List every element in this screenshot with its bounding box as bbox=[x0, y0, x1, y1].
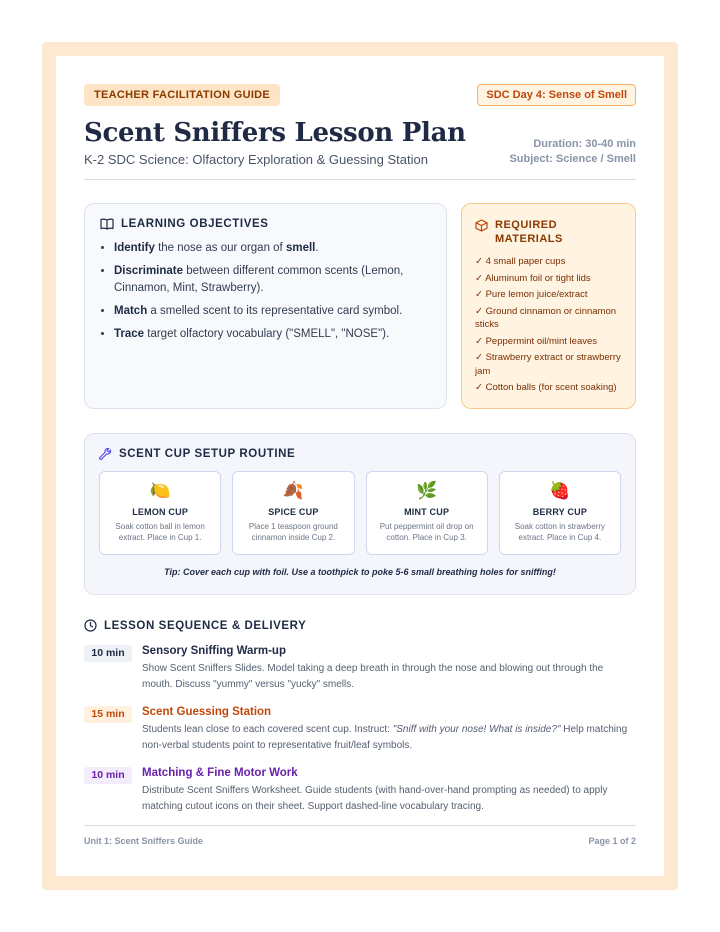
duration-badge: 15 min bbox=[84, 706, 132, 723]
clock-icon bbox=[84, 619, 97, 632]
top-badges bbox=[84, 84, 636, 106]
step-title: Matching & Fine Motor Work bbox=[142, 767, 298, 779]
berry-cup-card bbox=[499, 471, 621, 555]
lesson-plan-page bbox=[56, 56, 664, 876]
list-item: ✓ Ground cinnamon or cinnamon sticks bbox=[475, 305, 617, 330]
sequence-step bbox=[84, 705, 636, 754]
step-description: Show Scent Sniffers Slides. Model taking a deep breath in through the nose and blowing out through the mouth. Discuss "yummy" versus "yucky" smells. bbox=[142, 663, 604, 690]
spice-leaf-icon: 🍂 bbox=[282, 481, 304, 501]
list-item: ✓ Aluminum foil or tight lids bbox=[475, 272, 591, 284]
list-item: • Trace target olfactory vocabulary ("SMELL", "NOSE"). bbox=[114, 326, 431, 343]
step-title: Sensory Sniffing Warm-up bbox=[142, 645, 286, 657]
scent-cup-setup-card bbox=[84, 433, 636, 595]
duration-badge: 10 min bbox=[84, 645, 132, 662]
list-item: • Identify the nose as our organ of smell. bbox=[114, 240, 431, 257]
page-subtitle: K-2 SDC Science: Olfactory Exploration & Guessing Station bbox=[84, 152, 428, 167]
page-title: Scent Sniffers Lesson Plan bbox=[84, 118, 466, 148]
strawberry-icon: 🍓 bbox=[549, 481, 571, 501]
cup-description: Put peppermint oil drop on cotton. Place in Cup 3. bbox=[379, 522, 474, 542]
cup-description: Place 1 teaspoon ground cinnamon inside Cup 2. bbox=[248, 522, 338, 542]
list-item: ✓ Cotton balls (for scent soaking) bbox=[475, 382, 617, 393]
required-materials-card bbox=[461, 203, 636, 409]
box-icon bbox=[475, 219, 488, 232]
list-item: • Match a smelled scent to its representative card symbol. bbox=[114, 303, 431, 320]
setup-tip: Tip: Cover each cup with foil. Use a toothpick to poke 5-6 small breathing holes for sniffing! bbox=[164, 567, 556, 577]
materials-list bbox=[475, 255, 622, 395]
list-item: ✓ Strawberry extract or strawberry jam bbox=[475, 352, 621, 377]
step-description: Distribute Scent Sniffers Worksheet. Guide students (with hand-over-hand prompting as needed) to apply matching cutout icons on their sheet. Support dashed-line vocabulary tracing. bbox=[142, 785, 608, 812]
page-header bbox=[84, 118, 636, 180]
spice-cup-card bbox=[232, 471, 354, 555]
day-badge: SDC Day 4: Sense of Smell bbox=[477, 84, 636, 106]
materials-heading: REQUIRED MATERIALS bbox=[495, 219, 563, 245]
lemon-icon: 🍋 bbox=[149, 481, 171, 501]
sequence-step bbox=[84, 766, 636, 815]
objectives-heading: LEARNING OBJECTIVES bbox=[121, 218, 269, 230]
duration-badge: 10 min bbox=[84, 767, 132, 784]
sequence-heading: LESSON SEQUENCE & DELIVERY bbox=[104, 619, 307, 632]
cup-name: LEMON CUP bbox=[132, 507, 189, 517]
lemon-cup-card bbox=[99, 471, 221, 555]
step-description: Students lean close to each covered scent cup. Instruct: "Sniff with your nose! What is inside?" Help matching non-verbal students point to representative fruit/leaf symbols. bbox=[142, 724, 628, 751]
footer-unit: Unit 1: Scent Sniffers Guide bbox=[84, 836, 204, 846]
list-item: ✓ Peppermint oil/mint leaves bbox=[475, 335, 598, 347]
lesson-sequence bbox=[84, 619, 636, 815]
book-icon bbox=[100, 218, 114, 230]
mint-leaf-icon: 🌿 bbox=[416, 481, 438, 501]
duration-text: Duration: 30-40 min bbox=[533, 138, 636, 150]
setup-heading: SCENT CUP SETUP ROUTINE bbox=[119, 447, 296, 460]
list-item: ✓ Pure lemon juice/extract bbox=[475, 289, 588, 300]
objectives-list bbox=[100, 240, 431, 343]
page-frame bbox=[42, 42, 678, 890]
page-footer bbox=[84, 825, 636, 846]
lesson-meta bbox=[509, 137, 636, 167]
guide-badge: TEACHER FACILITATION GUIDE bbox=[84, 84, 280, 106]
cup-name: MINT CUP bbox=[404, 507, 450, 517]
subject-text: Subject: Science / Smell bbox=[509, 153, 636, 165]
list-item: ✓ 4 small paper cups bbox=[475, 256, 566, 267]
cup-name: SPICE CUP bbox=[268, 507, 319, 517]
cup-name: BERRY CUP bbox=[532, 507, 588, 517]
scent-cups bbox=[99, 471, 621, 555]
learning-objectives-card bbox=[84, 203, 447, 409]
sequence-step bbox=[84, 644, 636, 693]
list-item: • Discriminate between different common scents (Lemon, Cinnamon, Mint, Strawberry). bbox=[114, 263, 431, 297]
mint-cup-card bbox=[366, 471, 488, 555]
cup-description: Soak cotton ball in lemon extract. Place in Cup 1. bbox=[115, 522, 205, 542]
step-title: Scent Guessing Station bbox=[142, 706, 272, 718]
wrench-icon bbox=[99, 447, 112, 460]
page-number: Page 1 of 2 bbox=[588, 836, 636, 846]
cup-description: Soak cotton in strawberry extract. Place in Cup 4. bbox=[514, 522, 605, 542]
